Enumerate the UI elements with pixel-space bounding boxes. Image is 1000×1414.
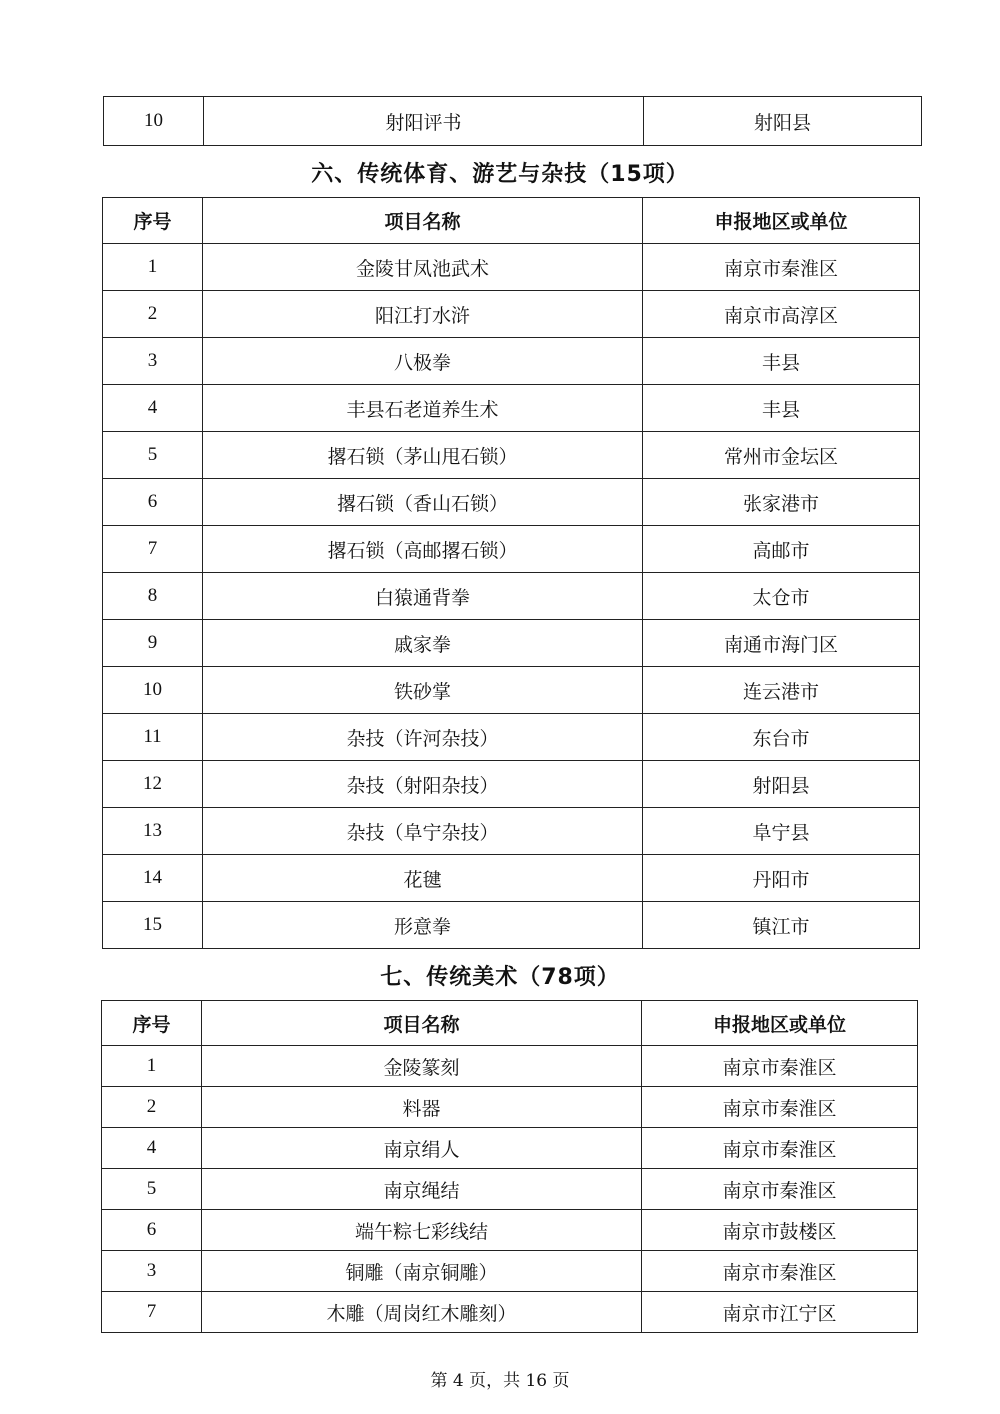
project-name: 南京绳结 (202, 1169, 642, 1210)
row-number: 13 (103, 808, 203, 855)
project-name: 木雕（周岗红木雕刻） (202, 1292, 642, 1333)
project-name: 金陵篆刻 (202, 1046, 642, 1087)
section-7-title: 七、传统美术（78项） (380, 965, 620, 990)
project-name: 撂石锁（香山石锁） (203, 479, 643, 526)
table-row (102, 1210, 918, 1251)
region: 南通市海门区 (643, 620, 920, 667)
row-number: 6 (103, 479, 203, 526)
table-row (103, 244, 920, 291)
project-name: 花毽 (203, 855, 643, 902)
project-name: 丰县石老道养生术 (203, 385, 643, 432)
header-row (103, 198, 920, 244)
table-row (103, 714, 920, 761)
region: 南京市秦淮区 (642, 1046, 918, 1087)
table-row (103, 808, 920, 855)
row-number: 7 (103, 526, 203, 573)
project-name: 铁砂掌 (203, 667, 643, 714)
row-number: 10 (104, 97, 204, 146)
row-number: 11 (103, 714, 203, 761)
continuation-table (103, 96, 922, 146)
row-number: 2 (103, 291, 203, 338)
row-number: 7 (102, 1292, 202, 1333)
project-name: 南京绢人 (202, 1128, 642, 1169)
section-7-table (101, 1000, 918, 1333)
project-name: 八极拳 (203, 338, 643, 385)
project-name: 撂石锁（高邮撂石锁） (203, 526, 643, 573)
region: 南京市秦淮区 (642, 1128, 918, 1169)
project-name: 戚家拳 (203, 620, 643, 667)
table-row (103, 432, 920, 479)
table-row (103, 291, 920, 338)
row-number: 12 (103, 761, 203, 808)
region: 太仓市 (643, 573, 920, 620)
region: 南京市鼓楼区 (642, 1210, 918, 1251)
table-row (102, 1128, 918, 1169)
region: 东台市 (643, 714, 920, 761)
region: 南京市江宁区 (642, 1292, 918, 1333)
region: 南京市秦淮区 (642, 1251, 918, 1292)
table-row (103, 902, 920, 949)
table-row (103, 338, 920, 385)
project-name: 金陵甘凤池武术 (203, 244, 643, 291)
row-number: 1 (103, 244, 203, 291)
table-row (102, 1251, 918, 1292)
table-row (103, 573, 920, 620)
region: 南京市秦淮区 (642, 1087, 918, 1128)
region: 南京市秦淮区 (642, 1169, 918, 1210)
header-number: 序号 (103, 198, 203, 244)
table-row (102, 1169, 918, 1210)
project-name: 杂技（许河杂技） (203, 714, 643, 761)
row-number: 10 (103, 667, 203, 714)
row-number: 4 (102, 1128, 202, 1169)
region: 丰县 (643, 385, 920, 432)
header-number: 序号 (102, 1001, 202, 1046)
row-number: 2 (102, 1087, 202, 1128)
table-row (103, 667, 920, 714)
header-region: 申报地区或单位 (643, 198, 920, 244)
row-number: 5 (102, 1169, 202, 1210)
table-row (103, 761, 920, 808)
region: 丹阳市 (643, 855, 920, 902)
header-row (102, 1001, 918, 1046)
section-6-title: 六、传统体育、游艺与杂技（15项） (311, 162, 689, 187)
project-name: 铜雕（南京铜雕） (202, 1251, 642, 1292)
row-number: 3 (102, 1251, 202, 1292)
table-row (103, 526, 920, 573)
project-name: 撂石锁（茅山甩石锁） (203, 432, 643, 479)
project-name: 料器 (202, 1087, 642, 1128)
row-number: 5 (103, 432, 203, 479)
region: 张家港市 (643, 479, 920, 526)
page-footer: 第 4 页，共 16 页 (430, 1371, 570, 1391)
section-6-table (102, 197, 920, 949)
project-name: 端午粽七彩线结 (202, 1210, 642, 1251)
region: 高邮市 (643, 526, 920, 573)
region: 常州市金坛区 (643, 432, 920, 479)
row-number: 6 (102, 1210, 202, 1251)
project-name: 阳江打水浒 (203, 291, 643, 338)
row-number: 3 (103, 338, 203, 385)
project-name: 杂技（射阳杂技） (203, 761, 643, 808)
region: 镇江市 (643, 902, 920, 949)
region: 阜宁县 (643, 808, 920, 855)
project-name: 杂技（阜宁杂技） (203, 808, 643, 855)
table-row (102, 1087, 918, 1128)
header-project-name: 项目名称 (202, 1001, 642, 1046)
project-name: 射阳评书 (204, 97, 644, 146)
row-number: 4 (103, 385, 203, 432)
row-number: 15 (103, 902, 203, 949)
table-row (102, 1292, 918, 1333)
table-row (103, 620, 920, 667)
region: 丰县 (643, 338, 920, 385)
table-row (103, 479, 920, 526)
header-region: 申报地区或单位 (642, 1001, 918, 1046)
project-name: 白猿通背拳 (203, 573, 643, 620)
header-project-name: 项目名称 (203, 198, 643, 244)
row-number: 1 (102, 1046, 202, 1087)
region: 连云港市 (643, 667, 920, 714)
table-row (103, 385, 920, 432)
project-name: 形意拳 (203, 902, 643, 949)
region: 射阳县 (643, 761, 920, 808)
row-number: 14 (103, 855, 203, 902)
table-row (102, 1046, 918, 1087)
region: 南京市秦淮区 (643, 244, 920, 291)
row-number: 8 (103, 573, 203, 620)
table-row (104, 97, 922, 146)
table-row (103, 855, 920, 902)
row-number: 9 (103, 620, 203, 667)
region: 射阳县 (644, 97, 922, 146)
region: 南京市高淳区 (643, 291, 920, 338)
